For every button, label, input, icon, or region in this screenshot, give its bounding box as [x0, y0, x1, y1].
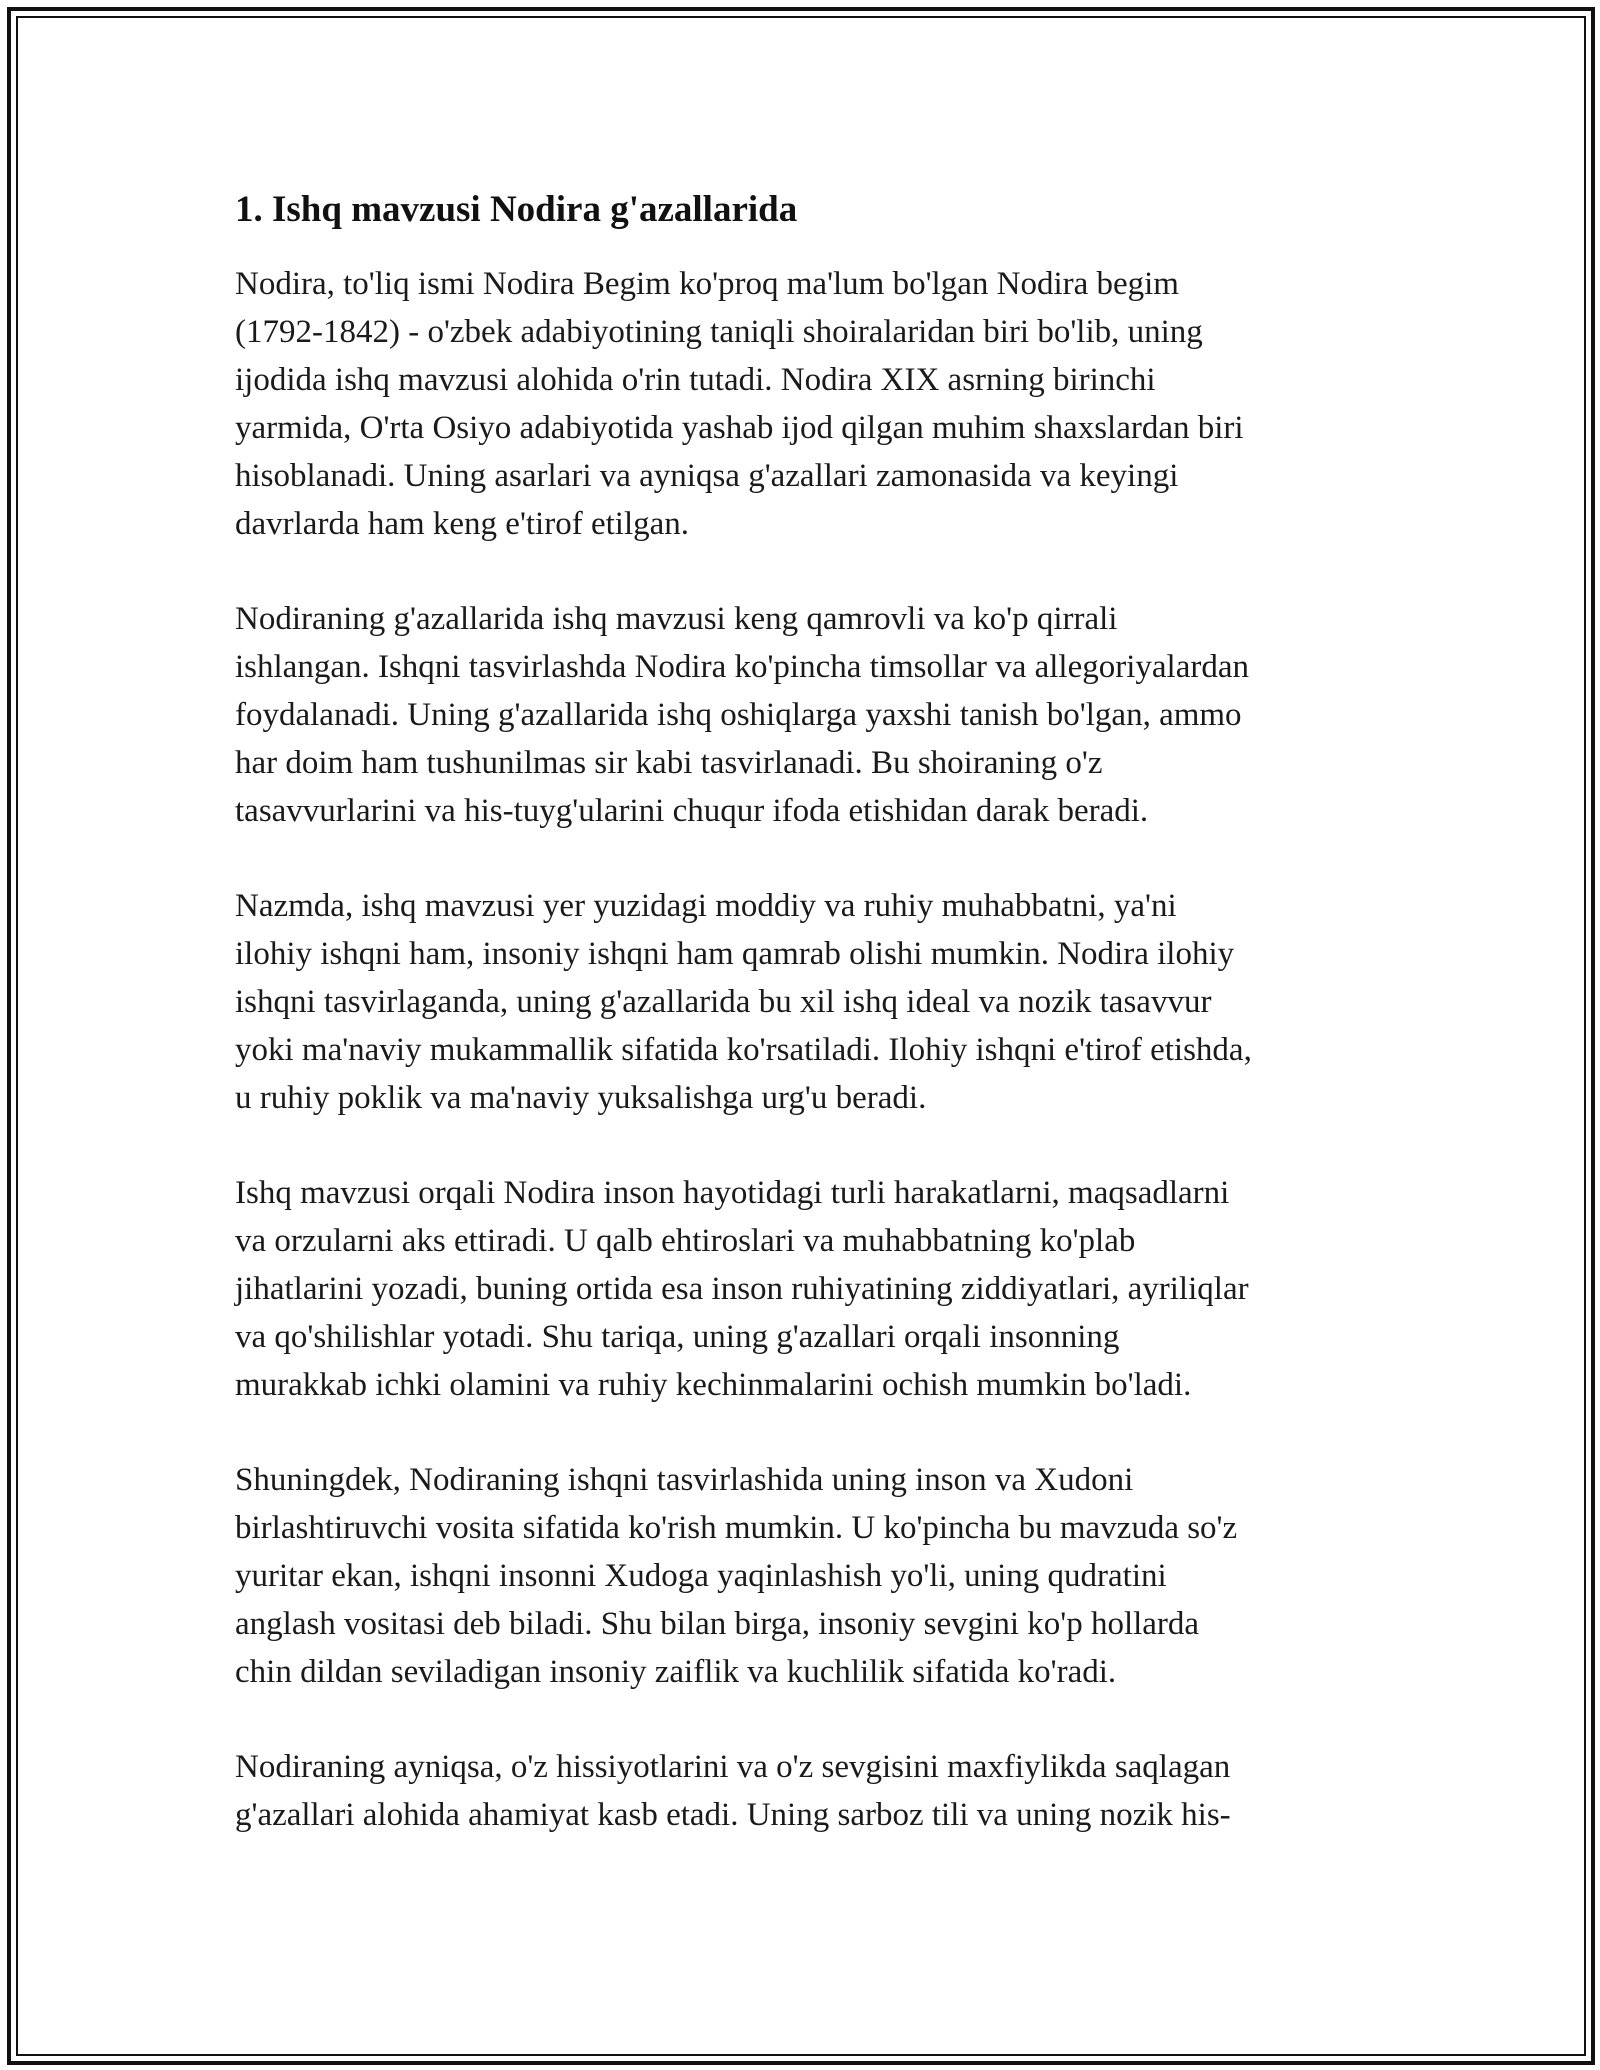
section-heading: 1. Ishq mavzusi Nodira g'azallarida [235, 189, 798, 230]
paragraph-5: Shuningdek, Nodiraning ishqni tasvirlashida uning inson va Xudoni birlashtiruvchi vosita sifatida ko'rish mumkin. U ko'pincha bu mavzuda so'z yuritar ekan, ishqni insonni Xudoga yaqinlashish yo'li, uning qudratini anglash vositasi deb biladi. Shu bilan birga, insoniy sevgini ko'p hollarda chin dildan seviladigan insoniy zaiflik va kuchlilik sifatida ko'radi. [235, 1462, 1238, 1691]
document-body [235, 188, 1375, 1886]
paragraph-2: Nodiraning g'azallarida ishq mavzusi keng qamrovli va ko'p qirrali ishlangan. Ishqni tasvirlashda Nodira ko'pincha timsollar va allegoriyalardan foydalanadi. Uning g'azallarida ishq oshiqlarga yaxshi tanish bo'lgan, ammo har doim ham tushunilmas sir kabi tasvirlanadi. Bu shoiraning o'z tasavvurlarini va his-tuyg'ularini chuqur ifoda etishidan darak beradi. [235, 601, 1249, 830]
paragraph-6: Nodiraning ayniqsa, o'z hissiyotlarini va o'z sevgisini maxfiylikda saqlagan g'azallari alohida ahamiyat kasb etadi. Uning sarboz tili va uning nozik his- [235, 1749, 1231, 1834]
paragraph-4: Ishq mavzusi orqali Nodira inson hayotidagi turli harakatlarni, maqsadlarni va orzularni aks ettiradi. U qalb ehtiroslari va muhabbatning ko'plab jihatlarini yozadi, buning ortida esa inson ruhiyatining ziddiyatlari, ayriliqlar va qo'shilishlar yotadi. Shu tariqa, uning g'azallari orqali insonning murakkab ichki olamini va ruhiy kechinmalarini ochish mumkin bo'ladi. [235, 1175, 1249, 1404]
paragraph-3: Nazmda, ishq mavzusi yer yuzidagi moddiy va ruhiy muhabbatni, ya'ni ilohiy ishqni ham, insoniy ishqni ham qamrab olishi mumkin. Nodira ilohiy ishqni tasvirlaganda, uning g'azallarida bu xil ishq ideal va nozik tasavvur yoki ma'naviy mukammallik sifatida ko'rsatiladi. Ilohiy ishqni e'tirof etishda, u ruhiy poklik va ma'naviy yuksalishga urg'u beradi. [235, 888, 1252, 1117]
paragraph-1: Nodira, to'liq ismi Nodira Begim ko'proq ma'lum bo'lgan Nodira begim (1792-1842) - o'zbek adabiyotining taniqli shoiralaridan biri bo'lib, uning ijodida ishq mavzusi alohida o'rin tutadi. Nodira XIX asrning birinchi yarmida, O'rta Osiyo adabiyotida yashab ijod qilgan muhim shaxslardan biri hisoblanadi. Uning asarlari va ayniqsa g'azallari zamonasida va keyingi davrlarda ham keng e'tirof etilgan. [235, 266, 1244, 543]
